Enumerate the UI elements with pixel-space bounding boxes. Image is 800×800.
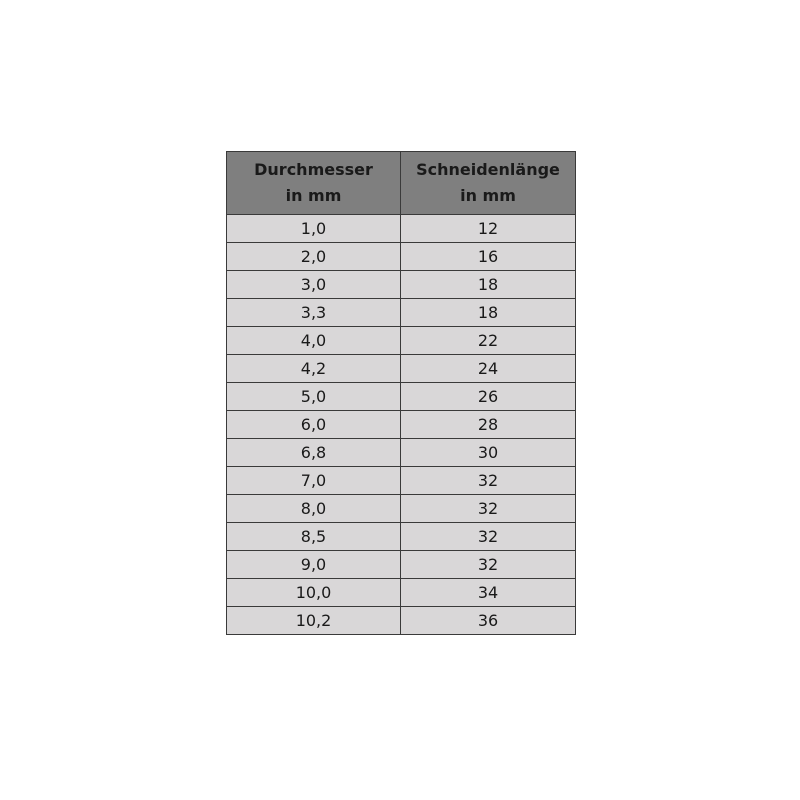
cell-cutting-length: 34 [401,579,576,607]
cell-diameter: 6,8 [227,439,401,467]
table-row [227,607,576,635]
table-row [227,243,576,271]
cell-diameter: 10,2 [227,607,401,635]
cell-diameter: 8,0 [227,495,401,523]
cell-cutting-length: 26 [401,383,576,411]
header-diameter [227,152,401,215]
cell-diameter: 5,0 [227,383,401,411]
cell-diameter: 6,0 [227,411,401,439]
cell-diameter: 4,0 [227,327,401,355]
table-row [227,215,576,243]
header-cutting-length-line-1: Schneidenlänge [416,160,560,179]
table-row [227,327,576,355]
header-cutting-length [401,152,576,215]
table-body [227,215,576,635]
cell-cutting-length: 32 [401,495,576,523]
cell-diameter: 8,5 [227,523,401,551]
header-diameter-line-1: Durchmesser [254,160,373,179]
table-row [227,523,576,551]
table-row [227,383,576,411]
table-row [227,355,576,383]
table-row [227,299,576,327]
cell-cutting-length: 24 [401,355,576,383]
cell-diameter: 10,0 [227,579,401,607]
cell-cutting-length: 22 [401,327,576,355]
cell-diameter: 4,2 [227,355,401,383]
cell-diameter: 3,3 [227,299,401,327]
cell-cutting-length: 32 [401,523,576,551]
cell-cutting-length: 16 [401,243,576,271]
table-row [227,579,576,607]
header-cutting-length-line-2: in mm [460,186,516,205]
cell-cutting-length: 18 [401,299,576,327]
cell-diameter: 1,0 [227,215,401,243]
table-row [227,551,576,579]
cell-diameter: 7,0 [227,467,401,495]
cell-cutting-length: 36 [401,607,576,635]
cell-cutting-length: 18 [401,271,576,299]
cell-cutting-length: 12 [401,215,576,243]
table-row [227,271,576,299]
table-row [227,411,576,439]
header-diameter-line-2: in mm [285,186,342,205]
cell-cutting-length: 32 [401,467,576,495]
cell-cutting-length: 30 [401,439,576,467]
cell-diameter: 9,0 [227,551,401,579]
header-row [227,152,576,215]
table-row [227,467,576,495]
table-header [227,152,576,215]
table-row [227,439,576,467]
cell-cutting-length: 28 [401,411,576,439]
spec-table [226,151,576,635]
table-row [227,495,576,523]
cell-cutting-length: 32 [401,551,576,579]
cell-diameter: 3,0 [227,271,401,299]
cell-diameter: 2,0 [227,243,401,271]
